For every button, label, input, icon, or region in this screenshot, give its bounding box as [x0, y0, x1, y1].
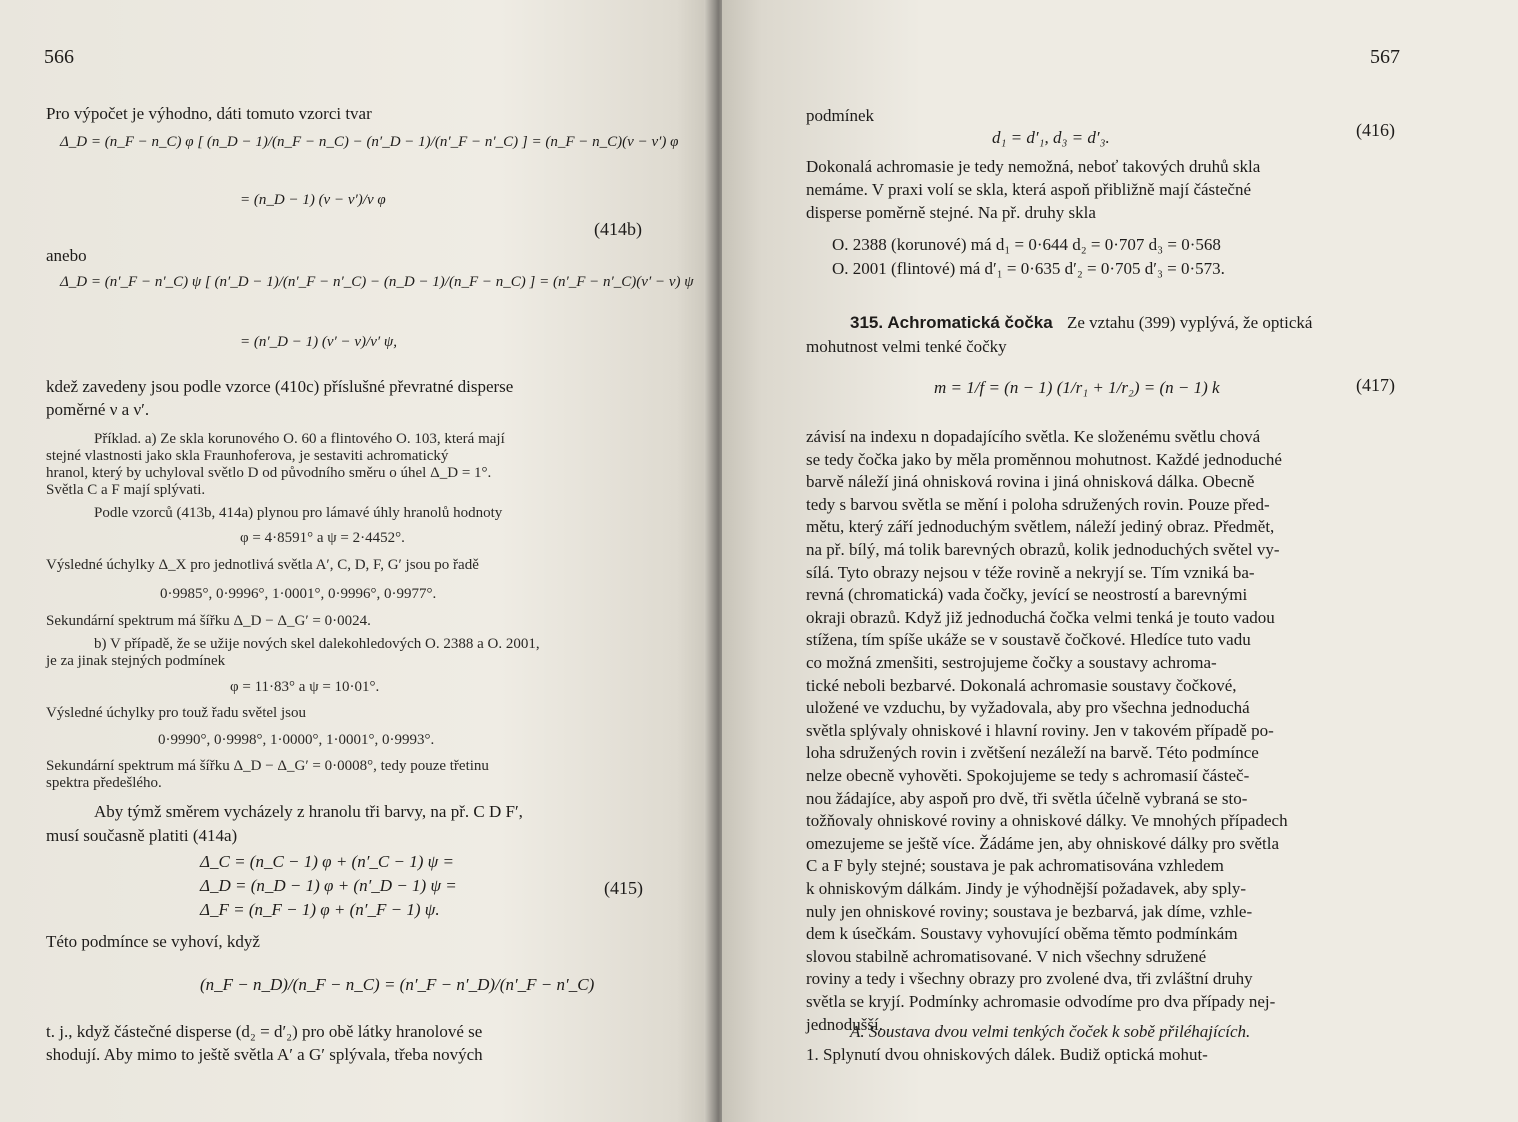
body-line: světla se kryjí. Podmínky achromasie odvodíme pro dva případy nej-: [806, 992, 1276, 1011]
paragraph-line: podmínek: [806, 106, 874, 125]
example-line: Světla C a F mají splývati.: [46, 482, 206, 498]
example-line: Sekundární spektrum má šířku Δ_D − Δ_G′ = 0·0008°, tedy pouze třetinu: [46, 758, 489, 774]
equation-414b-line1: Δ_D = (n_F − n_C) φ [ (n_D − 1)/(n_F − n_C) − (n′_D − 1)/(n′_F − n′_C) ] = (n_F − n_C)(ν − ν′) φ: [60, 134, 679, 150]
body-line: loha sdružených rovin i zvětšení nezáleží na barvě. Této podmínce: [806, 743, 1259, 763]
paragraph-line: shodují. Aby mimo to ještě světla A′ a G′ splývala, třeba nových: [46, 1045, 483, 1064]
glass-data-row: O. 2001 (flintové) má d′₁ = 0·635 d′₂ = 0·705 d′₃ = 0·573.: [832, 259, 1225, 278]
section-number: 315.: [850, 313, 884, 332]
body-line: omezujeme se ještě více. Žádáme jen, aby ohniskové dálky pro světla: [806, 833, 1280, 853]
paragraph-line: 1. Splynutí dvou ohniskových dálek. Budiž optická mohut-: [806, 1045, 1208, 1064]
body-line: slovou stabilně achromatisované. V nich všechny sdružené: [806, 946, 1207, 966]
body-line: co možná zmenšiti, sestrojujeme čočky a soustavy achroma-: [806, 653, 1217, 672]
right-page: [722, 0, 1518, 1122]
body-line: nuly jen ohniskové roviny; soustava je bezbarvá, jak díme, vzhle-: [806, 901, 1253, 921]
body-line: k ohniskovým dálkám. Jindy je výhodnější požadavek, aby sply-: [806, 879, 1247, 898]
paragraph-line: poměrné ν a ν′.: [46, 400, 150, 419]
anebo-text: anebo: [46, 246, 87, 265]
paragraph-line: mohutnost velmi tenké čočky: [806, 337, 1007, 356]
example-line: Výsledné úchylky pro touž řadu světel jsou: [46, 705, 306, 721]
example-line: Podle vzorců (413b, 414a) plynou pro lámavé úhly hranolů hodnoty: [94, 505, 503, 521]
equation-psi-line1: Δ_D = (n′_F − n′_C) ψ [ (n′_D − 1)/(n′_F − n′_C) − (n_D − 1)/(n_F − n_C) ] = (n′_F − n′_C)(ν′ − ν) ψ: [60, 274, 694, 290]
example-line: Výsledné úchylky Δ_X pro jednotlivá světla A′, C, D, F, G′ jsou po řadě: [46, 557, 479, 573]
example-line: je za jinak stejných podmínek: [46, 653, 226, 669]
body-line: tožňovaly ohniskové roviny a ohniskové dálky. Ve mnohých případech: [806, 811, 1288, 831]
page-number-left: 566: [44, 46, 74, 68]
equation-number-416: (416): [1356, 120, 1395, 140]
equation-psi-line2: = (n′_D − 1) (ν′ − ν)/ν′ ψ,: [240, 334, 397, 350]
body-line: C a F byly stejné; soustava je pak achromatisována vzhledem: [806, 856, 1224, 876]
glass-data-row: O. 2388 (korunové) má d₁ = 0·644 d₂ = 0·707 d₃ = 0·568: [832, 235, 1221, 254]
body-line: závisí na indexu n dopadajícího světla. Ke složenému světlu chová: [806, 427, 1261, 446]
body-line: okraji obrazů. Když již jednoduchá čočka velmi tenká je touto vadou: [806, 607, 1275, 627]
body-line: tické neboli bezbarvé. Dokonalá achromasie soustavy čočkové,: [806, 675, 1237, 695]
example-line: stejné vlastnosti jako skla Fraunhoferova, je sestaviti achromatický: [46, 448, 449, 464]
body-line: roviny a tedy i všechny obrazy pro zvolené dva, tři zvláštní druhy: [806, 969, 1253, 989]
body-line: se tedy čočka jako by měla proměnnou mohutnost. Každé jednoduché: [806, 449, 1282, 469]
body-line: jednodušší.: [806, 1014, 883, 1034]
body-line: barvě náleží jiná ohnisková rovina i jiná ohnisková dálka. Obecně: [806, 472, 1255, 492]
equation-416: d₁ = d′₁, d₃ = d′₃.: [992, 128, 1110, 147]
body-line: stížena, tím spíše ukáže se v soustavě čočkové. Hledíce tuto vadu: [806, 630, 1251, 650]
body-line: dem k úsečkám. Soustavy vyhovující oběma těmto podmínkám: [806, 924, 1238, 944]
body-line: nou žádajíce, aby aspoň pro dvě, tři světla účelně vybraná se sto-: [806, 788, 1248, 808]
paragraph-line: musí současně platiti (414a): [46, 826, 238, 845]
paragraph-line: nemáme. V praxi volí se skla, která aspoň přibližně mají částečné: [806, 180, 1252, 199]
equation-415-line1: Δ_C = (n_C − 1) φ + (n′_C − 1) ψ =: [200, 852, 454, 871]
paragraph-line: disperse poměrně stejné. Na př. druhy skla: [806, 203, 1096, 222]
body-line: uložené ve vzduchu, by vyžadovala, aby pro všechna jednoduchá: [806, 698, 1250, 718]
left-page: [0, 0, 712, 1122]
equation-number-417: (417): [1356, 375, 1395, 395]
equation-condition: (n_F − n_D)/(n_F − n_C) = (n′_F − n′_D)/(n′_F − n′_C): [200, 975, 595, 994]
example-line: Příklad. a) Ze skla korunového O. 60 a flintového O. 103, která mají: [94, 431, 505, 447]
equation-415-line2: Δ_D = (n_D − 1) φ + (n′_D − 1) ψ =: [200, 876, 457, 895]
example-line: b) V případě, že se užije nových skel dalekohledových O. 2388 a O. 2001,: [94, 636, 540, 652]
intro-text: Pro výpočet je výhodno, dáti tomuto vzorci tvar: [46, 104, 372, 123]
body-line: nelze obecně vyhověti. Spokojujeme se tedy s achromasií částeč-: [806, 766, 1250, 785]
example-line: φ = 4·8591° a ψ = 2·4452°.: [240, 530, 405, 546]
paragraph-line: Aby týmž směrem vycházely z hranolu tři barvy, na př. C D F′,: [94, 802, 523, 821]
example-line: Sekundární spektrum má šířku Δ_D − Δ_G′ = 0·0024.: [46, 613, 371, 629]
section-lead: Ze vztahu (399) vyplývá, že optická: [1066, 313, 1313, 332]
body-line: revná (chromatická) vada čočky, jevící se neostrostí a barevnými: [806, 585, 1248, 605]
body-line: mětu, který září jednoduchým světlem, náleží jediný obraz. Předmět,: [806, 517, 1275, 537]
section-heading: [850, 313, 1312, 333]
example-line: φ = 11·83° a ψ = 10·01°.: [230, 679, 380, 695]
body-line: na př. bílý, má tolik barevných obrazů, kolik jednoduchých světel vy-: [806, 540, 1280, 559]
example-line: 0·9985°, 0·9996°, 1·0001°, 0·9996°, 0·9977°.: [160, 586, 437, 602]
body-line: světla splývaly ohniskové i hlavní roviny. Jen v takovém případě po-: [806, 720, 1274, 740]
equation-number-414b: (414b): [594, 219, 642, 239]
paragraph-line: t. j., když částečné disperse (d₂ = d′₂) pro obě látky hranolové se: [46, 1022, 483, 1041]
body-line: tedy s barvou světla se mění i poloha sdružených rovin. Pouze před-: [806, 494, 1270, 514]
paragraph-line: Této podmínce se vyhoví, když: [46, 932, 260, 951]
section-title: Achromatická čočka: [887, 313, 1053, 332]
page-number-right: 567: [1370, 46, 1400, 68]
equation-417: m = 1/f = (n − 1) (1/r₁ + 1/r₂) = (n − 1) k: [934, 378, 1220, 397]
example-line: 0·9990°, 0·9998°, 1·0000°, 1·0001°, 0·9993°.: [158, 732, 435, 748]
example-line: spektra předešlého.: [46, 775, 162, 791]
example-line: hranol, který by uchyloval světlo D od původního směru o úhel Δ_D = 1°.: [46, 465, 492, 481]
equation-number-415: (415): [604, 878, 643, 898]
equation-415-line3: Δ_F = (n_F − 1) φ + (n′_F − 1) ψ.: [200, 900, 440, 919]
paragraph-line: Dokonalá achromasie je tedy nemožná, neboť takových druhů skla: [806, 157, 1261, 176]
equation-414b-line2: = (n_D − 1) (ν − ν′)/ν φ: [240, 192, 386, 208]
body-line: sílá. Tyto obrazy nejsou v téže rovině a nekryjí se. Tím vzniká ba-: [806, 562, 1255, 582]
paragraph-line: kdež zavedeny jsou podle vzorce (410c) příslušné převratné disperse: [46, 377, 514, 396]
subheading: A. Soustava dvou velmi tenkých čoček k sobě přiléhajících.: [850, 1022, 1251, 1041]
